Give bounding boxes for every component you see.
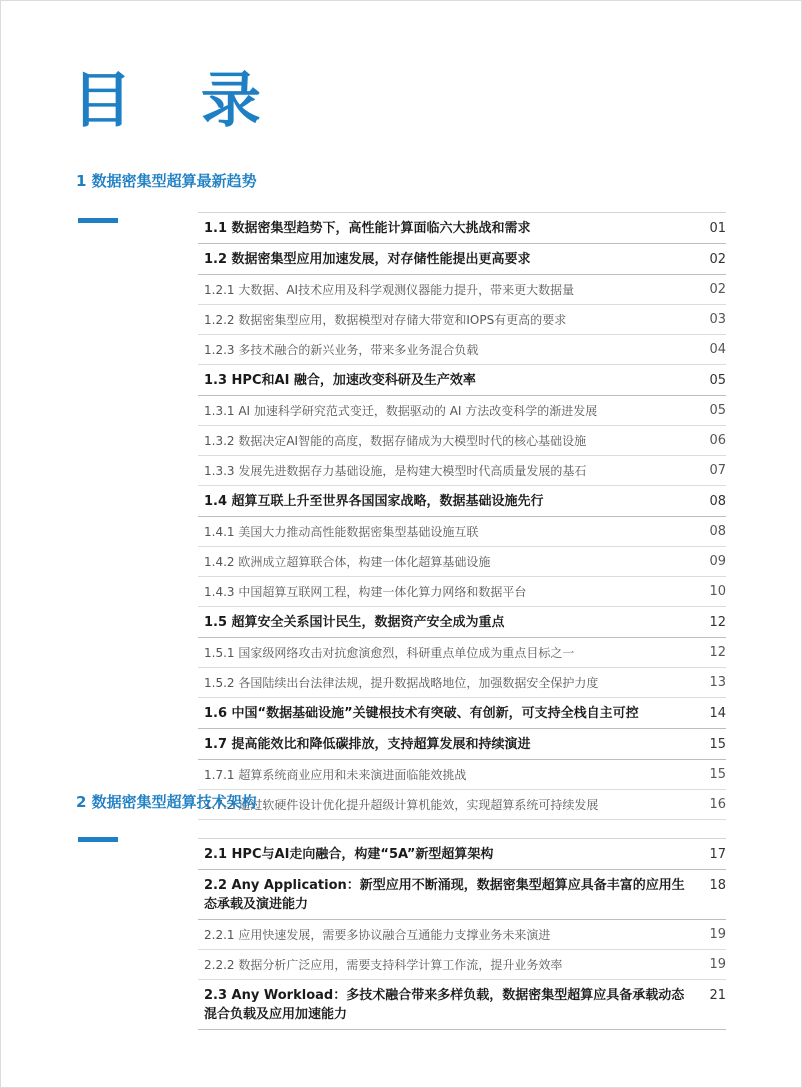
toc-entry-page-number: 03 <box>709 312 726 327</box>
toc-entry-page-number: 19 <box>709 957 726 972</box>
toc-entry-title: 1.3.1 AI 加速科学研究范式变迁，数据驱动的 AI 方法改变科学的渐进发展 <box>204 404 598 418</box>
toc-entry[interactable] <box>198 486 726 517</box>
toc-entry[interactable] <box>198 305 726 335</box>
toc-entry-page-number: 09 <box>709 554 726 569</box>
toc-entry-page-number: 07 <box>709 463 726 478</box>
toc-entry[interactable] <box>198 213 726 244</box>
toc-entry[interactable] <box>198 668 726 698</box>
toc-entry[interactable] <box>198 760 726 790</box>
toc-entry-title: 1.5.2 各国陆续出台法律法规，提升数据战略地位，加强数据安全保护力度 <box>204 676 599 690</box>
toc-entry-title: 2.2.1 应用快速发展，需要多协议融合互通能力支撑业务未来演进 <box>204 928 551 942</box>
toc-entry-page-number: 06 <box>709 433 726 448</box>
toc-entry-page-number: 19 <box>709 927 726 942</box>
toc-entry-page-number: 12 <box>709 645 726 660</box>
page-title: 目 录 <box>72 66 285 136</box>
toc-entry-page-number: 12 <box>709 615 726 630</box>
toc-entry-title: 2.2 Any Application：新型应用不断涌现，数据密集型超算应具备丰富的应用生态承载及演进能力 <box>204 878 685 912</box>
toc-entry[interactable] <box>198 517 726 547</box>
toc-entry-page-number: 15 <box>709 767 726 782</box>
toc-entry-page-number: 21 <box>709 988 726 1003</box>
toc-entry[interactable] <box>198 790 726 820</box>
toc-entry-title: 1.4.3 中国超算互联网工程，构建一体化算力网络和数据平台 <box>204 585 527 599</box>
toc-entry-page-number: 17 <box>709 847 726 862</box>
toc-entry-page-number: 16 <box>709 797 726 812</box>
toc-entry-title: 1.7.1 超算系统商业应用和未来演进面临能效挑战 <box>204 768 467 782</box>
toc-entry-title: 1.3.3 发展先进数据存力基础设施，是构建大模型时代高质量发展的基石 <box>204 464 587 478</box>
toc-entry-title: 1.4.1 美国大力推动高性能数据密集型基础设施互联 <box>204 525 479 539</box>
toc-entry-title: 1.2.1 大数据、AI技术应用及科学观测仪器能力提升，带来更大数据量 <box>204 283 575 297</box>
toc-entry-page-number: 02 <box>709 282 726 297</box>
toc-entry[interactable] <box>198 426 726 456</box>
toc-entry[interactable] <box>198 729 726 760</box>
toc-entry-page-number: 14 <box>709 706 726 721</box>
toc-entry[interactable] <box>198 365 726 396</box>
toc-entry-title: 1.3.2 数据决定AI智能的高度，数据存储成为大模型时代的核心基础设施 <box>204 434 587 448</box>
toc-entry[interactable] <box>198 698 726 729</box>
toc-entry[interactable] <box>198 839 726 870</box>
toc-entry-page-number: 05 <box>709 403 726 418</box>
toc-entry[interactable] <box>198 950 726 980</box>
toc-entry-title: 1.4 超算互联上升至世界各国国家战略，数据基础设施先行 <box>204 494 544 509</box>
toc-entry-page-number: 08 <box>709 524 726 539</box>
toc-entry-page-number: 18 <box>709 878 726 893</box>
toc-entry-title: 1.7.2 通过软硬件设计优化提升超级计算机能效，实现超算系统可持续发展 <box>204 798 599 812</box>
toc-entry[interactable] <box>198 396 726 426</box>
toc-entry-title: 1.6 中国“数据基础设施”关键根技术有突破、有创新，可支持全栈自主可控 <box>204 706 639 721</box>
toc-entry-title: 1.4.2 欧洲成立超算联合体，构建一体化超算基础设施 <box>204 555 491 569</box>
toc-entry[interactable] <box>198 244 726 275</box>
toc-entry[interactable] <box>198 638 726 668</box>
section-accent-bar-1 <box>78 218 118 223</box>
toc-section-1 <box>198 212 726 820</box>
toc-entry-title: 1.3 HPC和AI 融合，加速改变科研及生产效率 <box>204 373 476 388</box>
toc-entry-title: 1.5 超算安全关系国计民生，数据资产安全成为重点 <box>204 615 505 630</box>
toc-entry-title: 1.2.2 数据密集型应用，数据模型对存储大带宽和IOPS有更高的要求 <box>204 313 567 327</box>
toc-entry-title: 2.3 Any Workload：多技术融合带来多样负载，数据密集型超算应具备承载动态混合负载及应用加速能力 <box>204 988 685 1022</box>
section-heading-2: 2 数据密集型超算技术架构 <box>76 793 257 811</box>
toc-section-2 <box>198 838 726 1030</box>
toc-entry[interactable] <box>198 547 726 577</box>
toc-entry-page-number: 10 <box>709 584 726 599</box>
toc-entry-page-number: 01 <box>709 221 726 236</box>
toc-entry[interactable] <box>198 607 726 638</box>
toc-entry-title: 1.5.1 国家级网络攻击对抗愈演愈烈，科研重点单位成为重点目标之一 <box>204 646 575 660</box>
toc-entry[interactable] <box>198 335 726 365</box>
toc-entry-title: 2.1 HPC与AI走向融合，构建“5A”新型超算架构 <box>204 847 494 862</box>
toc-entry[interactable] <box>198 920 726 950</box>
toc-entry[interactable] <box>198 275 726 305</box>
toc-entry-title: 1.1 数据密集型趋势下，高性能计算面临六大挑战和需求 <box>204 221 531 236</box>
toc-entry-page-number: 02 <box>709 252 726 267</box>
toc-entry-title: 1.7 提高能效比和降低碳排放，支持超算发展和持续演进 <box>204 737 531 752</box>
toc-entry-title: 2.2.2 数据分析广泛应用，需要支持科学计算工作流，提升业务效率 <box>204 958 563 972</box>
toc-entry-title: 1.2.3 多技术融合的新兴业务，带来多业务混合负载 <box>204 343 479 357</box>
toc-entry-page-number: 08 <box>709 494 726 509</box>
toc-entry-page-number: 15 <box>709 737 726 752</box>
toc-entry[interactable] <box>198 870 726 920</box>
toc-entry[interactable] <box>198 456 726 486</box>
toc-entry-title: 1.2 数据密集型应用加速发展，对存储性能提出更高要求 <box>204 252 531 267</box>
section-accent-bar-2 <box>78 837 118 842</box>
toc-entry-page-number: 13 <box>709 675 726 690</box>
toc-entry-page-number: 04 <box>709 342 726 357</box>
toc-entry[interactable] <box>198 980 726 1030</box>
toc-entry[interactable] <box>198 577 726 607</box>
section-heading-1: 1 数据密集型超算最新趋势 <box>76 172 257 190</box>
toc-entry-page-number: 05 <box>709 373 726 388</box>
